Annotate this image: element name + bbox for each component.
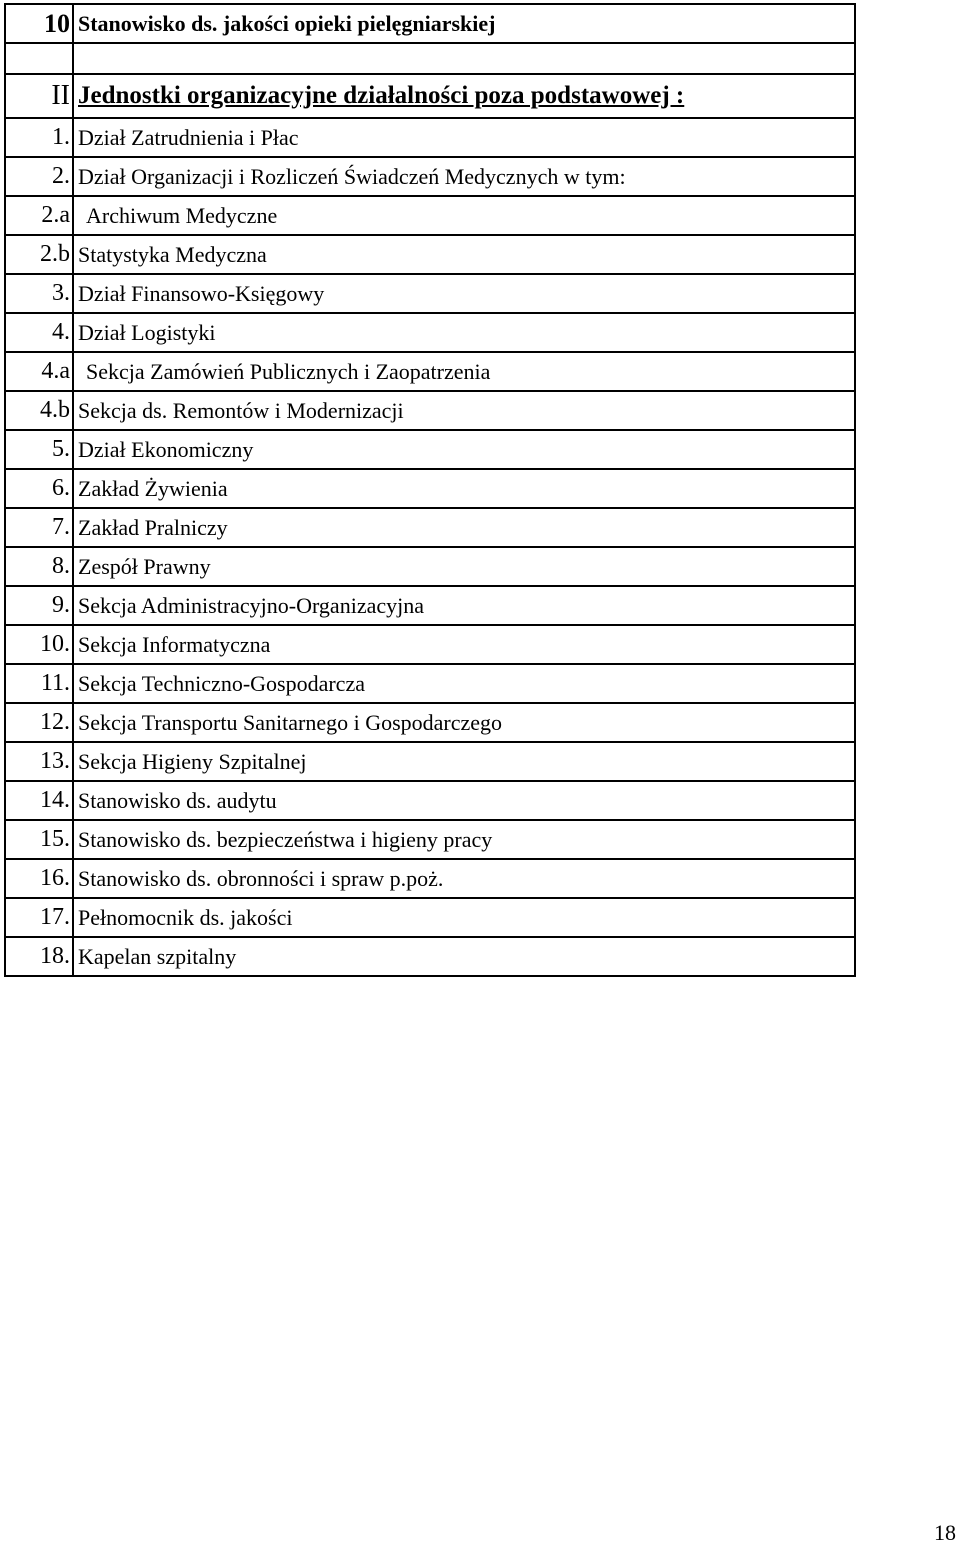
row-label: Sekcja Zamówień Publicznych i Zaopatrzenia bbox=[73, 352, 855, 391]
table-row bbox=[5, 430, 855, 469]
row-number: 8. bbox=[5, 547, 73, 586]
table-row bbox=[5, 391, 855, 430]
org-units-document bbox=[4, 3, 856, 977]
table-row bbox=[5, 274, 855, 313]
table-row bbox=[5, 703, 855, 742]
row-number: 3. bbox=[5, 274, 73, 313]
row-label: Kapelan szpitalny bbox=[73, 937, 855, 976]
table-row bbox=[5, 742, 855, 781]
row-label: Dział Ekonomiczny bbox=[73, 430, 855, 469]
row-number: 10 bbox=[5, 4, 73, 43]
row-number: 9. bbox=[5, 586, 73, 625]
row-label: Archiwum Medyczne bbox=[73, 196, 855, 235]
row-number: 18. bbox=[5, 937, 73, 976]
table-row bbox=[5, 898, 855, 937]
table-row bbox=[5, 313, 855, 352]
table-row bbox=[5, 625, 855, 664]
row-number: 2.b bbox=[5, 235, 73, 274]
row-label: Statystyka Medyczna bbox=[73, 235, 855, 274]
org-units-table bbox=[4, 3, 856, 977]
row-label: Sekcja Techniczno-Gospodarcza bbox=[73, 664, 855, 703]
row-number: 15. bbox=[5, 820, 73, 859]
row-number: 12. bbox=[5, 703, 73, 742]
row-number: 13. bbox=[5, 742, 73, 781]
table-row bbox=[5, 235, 855, 274]
row-label: Zespół Prawny bbox=[73, 547, 855, 586]
row-label: Dział Logistyki bbox=[73, 313, 855, 352]
row-label: Stanowisko ds. obronności i spraw p.poż. bbox=[73, 859, 855, 898]
table-row bbox=[5, 586, 855, 625]
table-row bbox=[5, 508, 855, 547]
row-label: Dział Organizacji i Rozliczeń Świadczeń Medycznych w tym: bbox=[73, 157, 855, 196]
row-label bbox=[73, 43, 855, 74]
table-row bbox=[5, 781, 855, 820]
row-number: 5. bbox=[5, 430, 73, 469]
table-row-top bbox=[5, 4, 855, 43]
table-row bbox=[5, 352, 855, 391]
row-label: Sekcja Administracyjno-Organizacyjna bbox=[73, 586, 855, 625]
table-row bbox=[5, 469, 855, 508]
table-row bbox=[5, 664, 855, 703]
table-row bbox=[5, 196, 855, 235]
table-row bbox=[5, 820, 855, 859]
row-label: Dział Zatrudnienia i Płac bbox=[73, 118, 855, 157]
row-label: Zakład Żywienia bbox=[73, 469, 855, 508]
table-row bbox=[5, 118, 855, 157]
row-number: 2.a bbox=[5, 196, 73, 235]
section-title: Jednostki organizacyjne działalności poza podstawowej : bbox=[73, 74, 855, 118]
row-number: 10. bbox=[5, 625, 73, 664]
row-number: 4.b bbox=[5, 391, 73, 430]
row-number: 2. bbox=[5, 157, 73, 196]
row-number: 11. bbox=[5, 664, 73, 703]
table-row bbox=[5, 937, 855, 976]
row-label: Sekcja Transportu Sanitarnego i Gospodarczego bbox=[73, 703, 855, 742]
row-label: Sekcja Higieny Szpitalnej bbox=[73, 742, 855, 781]
row-number: 17. bbox=[5, 898, 73, 937]
row-number bbox=[5, 43, 73, 74]
row-label: Stanowisko ds. audytu bbox=[73, 781, 855, 820]
row-label: Zakład Pralniczy bbox=[73, 508, 855, 547]
row-number: 6. bbox=[5, 469, 73, 508]
table-row bbox=[5, 859, 855, 898]
row-label: Dział Finansowo-Księgowy bbox=[73, 274, 855, 313]
row-label: Stanowisko ds. jakości opieki pielęgniarskiej bbox=[73, 4, 855, 43]
row-number: 1. bbox=[5, 118, 73, 157]
table-row bbox=[5, 157, 855, 196]
row-number: 14. bbox=[5, 781, 73, 820]
row-label: Stanowisko ds. bezpieczeństwa i higieny pracy bbox=[73, 820, 855, 859]
table-row-empty bbox=[5, 43, 855, 74]
row-number: 4.a bbox=[5, 352, 73, 391]
row-label: Pełnomocnik ds. jakości bbox=[73, 898, 855, 937]
row-number: 16. bbox=[5, 859, 73, 898]
table-row bbox=[5, 547, 855, 586]
section-number: II bbox=[5, 74, 73, 118]
row-label: Sekcja Informatyczna bbox=[73, 625, 855, 664]
page-number: 18 bbox=[934, 1520, 956, 1545]
row-number: 4. bbox=[5, 313, 73, 352]
section-header-row bbox=[5, 74, 855, 118]
row-label: Sekcja ds. Remontów i Modernizacji bbox=[73, 391, 855, 430]
row-number: 7. bbox=[5, 508, 73, 547]
